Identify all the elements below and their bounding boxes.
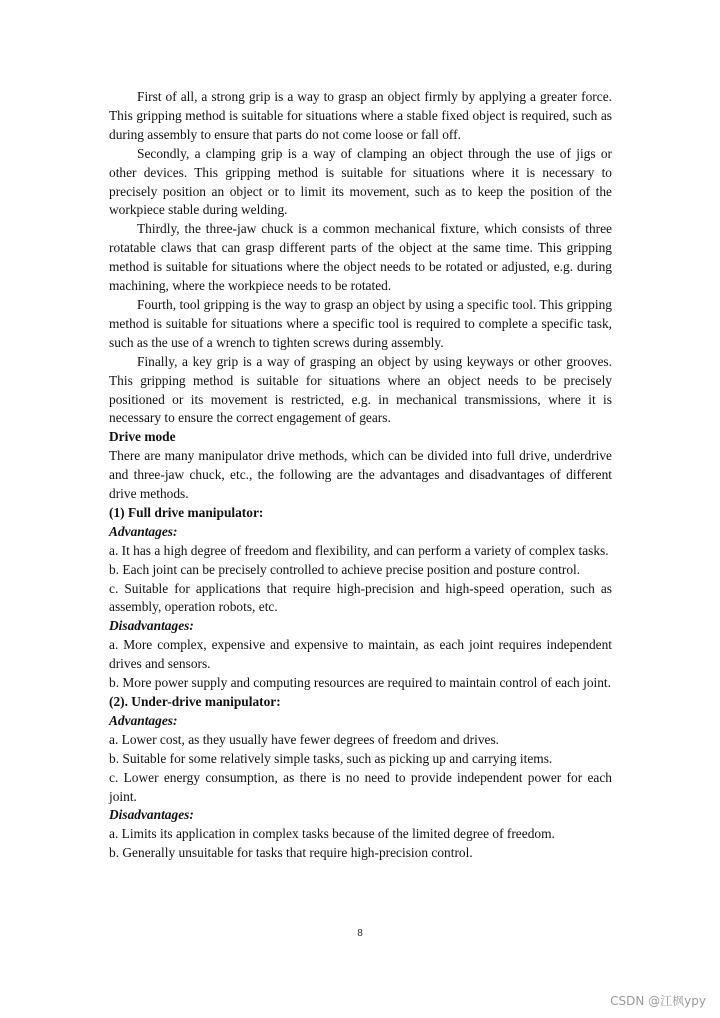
- paragraph-key-grip: Finally, a key grip is a way of grasping an object by using keyways or other grooves. This gripping method is suitable for situations where an object needs to be precisely positioned or its movement is restricted, e.g. in mechanical transmissions, where it is necessary to ensure the correct engagement of gears.: [109, 353, 612, 426]
- page-number: 8: [357, 928, 363, 939]
- label-full-drive-advantages: Advantages:: [109, 523, 178, 539]
- paragraph-three-jaw-chuck: Thirdly, the three-jaw chuck is a common mechanical fixture, which consists of three rotatable claws that can grasp different parts of the object at the same time. This gripping method is suitable for situations where the object needs to be rotated or adjusted, e.g. during machining, where the workpiece needs to be rotated.: [109, 221, 612, 294]
- list-item: b. Suitable for some relatively simple tasks, such as picking up and carrying items.: [109, 750, 553, 766]
- list-item: b. Generally unsuitable for tasks that require high-precision control.: [109, 845, 473, 861]
- paragraph-clamping-grip: Secondly, a clamping grip is a way of clamping an object through the use of jigs or other devices. This gripping method is suitable for situations where it is necessary to precisely position an object or to limit its movement, such as to keep the position of the workpiece stable during welding.: [109, 145, 612, 218]
- paragraph-drive-mode-intro: There are many manipulator drive methods, which can be divided into full drive, underdrive and three-jaw chuck, etc., the following are the advantages and disadvantages of different drive methods.: [109, 448, 612, 502]
- heading-full-drive: (1) Full drive manipulator:: [109, 504, 264, 520]
- label-full-drive-disadvantages: Disadvantages:: [109, 618, 194, 634]
- list-item: c. Lower energy consumption, as there is no need to provide independent power for each joint.: [109, 769, 612, 804]
- label-under-drive-disadvantages: Disadvantages:: [109, 807, 194, 823]
- list-item: c. Suitable for applications that require high-precision and high-speed operation, such as assembly, operation robots, etc.: [109, 580, 612, 615]
- list-item: a. It has a high degree of freedom and flexibility, and can perform a variety of complex tasks.: [109, 542, 609, 558]
- csdn-watermark: CSDN @江枫ypy: [610, 994, 706, 1008]
- list-item: a. Lower cost, as they usually have fewer degrees of freedom and drives.: [109, 731, 500, 747]
- list-item: b. More power supply and computing resources are required to maintain control of each joint.: [109, 675, 611, 691]
- paragraph-tool-gripping: Fourth, tool gripping is the way to grasp an object by using a specific tool. This gripping method is suitable for situations where a specific tool is required to complete a specific task, such as the use of a wrench to tighten screws during assembly.: [109, 296, 612, 350]
- list-item: b. Each joint can be precisely controlled to achieve precise position and posture control.: [109, 561, 581, 577]
- list-item: a. More complex, expensive and expensive to maintain, as each joint requires independent drives and sensors.: [109, 637, 612, 672]
- heading-drive-mode: Drive mode: [109, 429, 176, 445]
- list-item: a. Limits its application in complex tasks because of the limited degree of freedom.: [109, 826, 555, 842]
- document-body: [109, 88, 612, 863]
- label-under-drive-advantages: Advantages:: [109, 712, 178, 728]
- heading-under-drive: (2). Under-drive manipulator:: [109, 694, 281, 709]
- paragraph-strong-grip: First of all, a strong grip is a way to grasp an object firmly by applying a greater force. This gripping method is suitable for situations where a stable fixed object is required, such as during assembly to ensure that parts do not come loose or fall off.: [109, 89, 612, 142]
